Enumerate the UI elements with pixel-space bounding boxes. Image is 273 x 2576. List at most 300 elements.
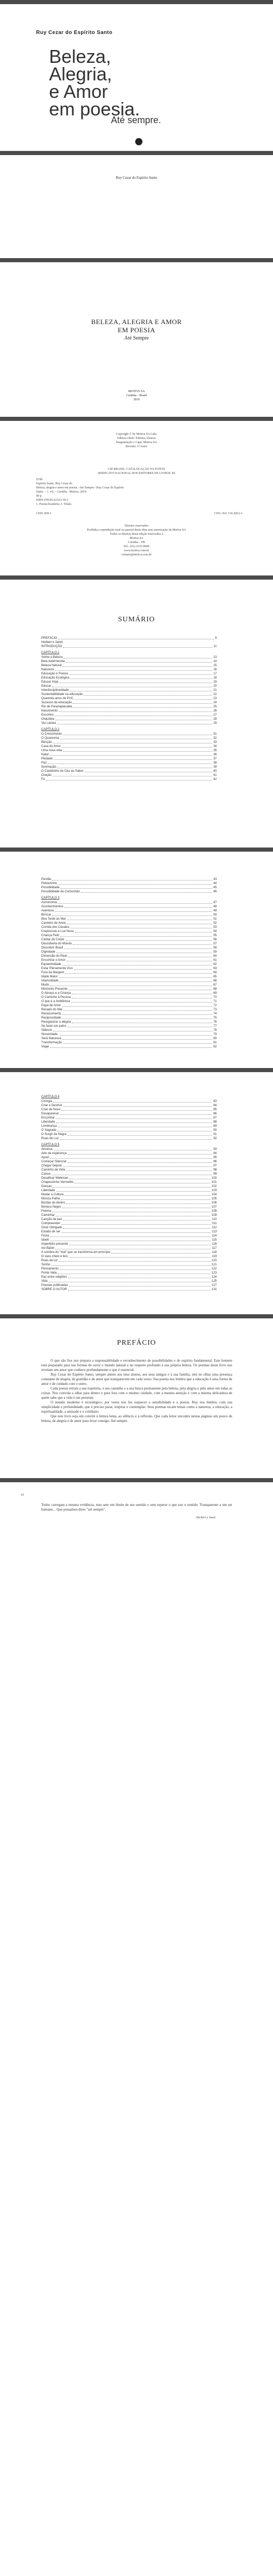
toc-entry[interactable] — [41, 744, 217, 749]
toc-entry-page: 99 — [213, 1173, 217, 1176]
toc-leader-dots — [50, 1238, 211, 1241]
toc-leader-dots — [84, 692, 212, 696]
toc-entry-title: Aventura — [41, 909, 54, 912]
toc-entry-title: Viajar — [41, 1045, 50, 1048]
toc-entry-title: A sombra do "mal" que se transforma em princípio — [41, 1251, 110, 1254]
toc-entry-title: O Sagrado — [41, 1129, 57, 1132]
toc-entry[interactable] — [41, 1217, 217, 1222]
toc-entry-title: Será Natureza — [41, 1037, 61, 1040]
toc-entry-title: Descobrir Brasil — [41, 946, 63, 950]
toc-entry-title: Quarenta anos de PUC — [41, 697, 74, 700]
toc-entry[interactable] — [41, 692, 217, 697]
toc-entry[interactable] — [41, 769, 217, 773]
toc-title: SUMÁRIO — [118, 616, 155, 623]
rights-line: Motiva SA — [130, 537, 143, 540]
toc-entry-page: 47 — [213, 901, 217, 904]
toc-entry-title: Fora da Margem — [41, 971, 65, 974]
toc-entry-page: 80 — [213, 1037, 217, 1040]
toc-leader-dots — [61, 1222, 211, 1225]
toc-leader-dots — [62, 1205, 211, 1208]
catalog-line: 1. Poesia brasileira. I. Título. — [36, 503, 72, 506]
toc-entry[interactable] — [41, 1024, 217, 1028]
toc-entry[interactable] — [41, 1012, 217, 1016]
toc-entry[interactable] — [41, 958, 217, 962]
toc-leader-dots — [62, 1004, 212, 1007]
toc-entry[interactable] — [41, 882, 217, 886]
toc-leader-dots — [50, 983, 212, 986]
toc-entry[interactable] — [41, 886, 217, 890]
toc-leader-dots — [66, 1201, 211, 1204]
toc-entry-title: Mudo — [41, 984, 50, 987]
toc-entry-page: 104 — [211, 1193, 217, 1196]
toc-entry-title: Danças — [41, 1185, 52, 1188]
toc-entry[interactable] — [41, 1242, 217, 1246]
toc-entry-title: Cirurgia — [41, 1100, 53, 1103]
toc-entry-title: O Castelinho do Céu ao Sabor — [41, 770, 84, 773]
toc-entry[interactable] — [41, 1275, 217, 1279]
toc-entry[interactable] — [41, 1287, 217, 1292]
toc-entry[interactable] — [41, 1226, 217, 1230]
toc-entry[interactable] — [41, 877, 217, 882]
toc-entry-page: 68 — [213, 988, 217, 991]
toc-entry-page: 98 — [213, 1168, 217, 1172]
toc-entry-title: Reorganizar a alegria — [41, 1021, 71, 1024]
toc-leader-dots — [63, 1164, 212, 1167]
toc-entry[interactable] — [41, 905, 217, 909]
toc-leader-dots — [53, 740, 212, 743]
copyright-line: Editora-chefe: Palmira Alencar — [117, 437, 156, 440]
toc-entry-page: 27 — [213, 714, 217, 717]
toc-leader-dots — [57, 765, 212, 768]
toc-entry-page: 124 — [211, 1276, 217, 1279]
toc-entry-title: Sonho — [41, 1263, 51, 1266]
toc-entry-page: 59 — [213, 951, 217, 954]
toc-entry-page: 35 — [213, 749, 217, 752]
toc-entry-title: Idade — [41, 1239, 50, 1242]
toc-entry[interactable] — [41, 705, 217, 709]
catalog-header — [0, 467, 273, 476]
toc-entry-title: Sustentabilidade na educação — [41, 693, 83, 696]
toc-entry-title: O Caminho à Pessoa — [41, 996, 71, 999]
toc-entry[interactable] — [41, 929, 217, 934]
toc-entry[interactable] — [41, 1124, 217, 1128]
toc-entry-page: 113 — [212, 1230, 217, 1233]
toc-entry[interactable] — [41, 909, 217, 913]
toc-entry[interactable] — [41, 1222, 217, 1226]
toc-entry[interactable] — [41, 1205, 217, 1209]
toc-entry-page: 32 — [213, 737, 217, 740]
toc-entry[interactable] — [41, 684, 217, 688]
toc-leader-dots — [72, 995, 212, 998]
toc-entry[interactable] — [41, 1164, 217, 1168]
toc-entry-title: O Crescimento — [41, 733, 62, 736]
toc-leader-dots — [64, 946, 212, 949]
toc-entry[interactable] — [41, 1028, 217, 1032]
toc-entry-page: 95 — [213, 1156, 217, 1159]
toc-entry[interactable] — [41, 1020, 217, 1024]
toc-entry[interactable] — [41, 664, 217, 668]
toc-leader-dots — [65, 905, 213, 908]
toc-leader-dots — [69, 987, 213, 990]
toc-entry[interactable] — [41, 995, 217, 999]
toc-entry-page: 9 — [215, 637, 217, 640]
toc-entry-page: 37 — [213, 757, 217, 760]
toc-leader-dots — [65, 1193, 211, 1196]
toc-entry[interactable] — [41, 946, 217, 950]
toc-leader-dots — [60, 736, 212, 739]
toc-entry[interactable] — [41, 697, 217, 701]
preface-paragraph: Cada poesia retrata a sua trajetória, o seu caminho e a sua busca permanente pela beleza, pela alegria e pelo amor em todas as coisas. Nos convida a olhar para dentro e para fora com o mesmo cuidado, com a mesma atenção e com a mesma delicadeza de quem sabe que a vida é um presente. — [41, 1386, 232, 1400]
toc-entry[interactable] — [41, 1209, 217, 1213]
toc-entry[interactable] — [41, 942, 217, 946]
toc-entry-title: Momento Presente — [41, 988, 68, 991]
toc-entry-title: Arte da esperança — [41, 1152, 67, 1155]
toc-entry-title: Sinceridade — [41, 1033, 58, 1036]
toc-entry[interactable] — [41, 913, 217, 917]
toc-entry[interactable] — [41, 701, 217, 705]
toc-entry-page: 120 — [211, 1259, 217, 1262]
toc-leader-dots — [62, 1016, 212, 1019]
toc-entry[interactable] — [41, 749, 217, 753]
toc-entry[interactable] — [41, 1283, 217, 1287]
toc-entry-page: 45 — [213, 886, 217, 889]
toc-entry-page: 19 — [213, 681, 217, 684]
toc-entry-title: Dizer Obrigado — [41, 1226, 62, 1229]
toc-entry[interactable] — [41, 1151, 217, 1156]
toc-entry[interactable] — [41, 717, 217, 721]
copyright-block — [0, 432, 273, 449]
toc-entry-title: Nascimento — [41, 709, 58, 713]
rights-line: contato@motiva.com.br — [121, 553, 152, 556]
toc-entry-title: Compreender — [41, 1222, 60, 1225]
toc-entry[interactable] — [41, 773, 217, 777]
toc-entry-title: Encontro — [41, 714, 54, 717]
toc-entry[interactable] — [41, 732, 217, 736]
toc-entry-page: 118 — [212, 1251, 217, 1254]
toc-entry[interactable] — [41, 901, 217, 905]
toc-entry-page: 15 — [213, 664, 217, 667]
toc-leader-dots — [73, 942, 212, 945]
toc-entry[interactable] — [41, 1099, 217, 1104]
toc-entry-title: PREFÁCIO — [41, 637, 57, 640]
toc-entry[interactable] — [41, 1147, 217, 1151]
toc-entry[interactable] — [41, 975, 217, 979]
toc-entry[interactable] — [41, 967, 217, 971]
toc-entry-page: 40 — [213, 770, 217, 773]
toc-entry-page: 61 — [213, 959, 217, 962]
rights-line: Curitiba – PR — [127, 541, 145, 544]
toc-entry-page: 57 — [213, 942, 217, 945]
quote-signature: Herbert e Janet — [196, 1516, 216, 1519]
page-number: 10 — [21, 1494, 24, 1497]
toc-entry[interactable] — [41, 709, 217, 713]
toc-leader-dots — [53, 1099, 212, 1103]
toc-leader-dots — [52, 913, 212, 916]
toc-entry-page: 74 — [213, 1012, 217, 1015]
title-line-1: BELEZA, ALEGRIA E AMOR — [91, 318, 182, 326]
toc-chapter-heading: CAPÍTULO 3 — [41, 896, 60, 900]
toc-entry[interactable] — [41, 983, 217, 987]
toc-entry-page: 16 — [213, 668, 217, 671]
toc-entry-page: 58 — [213, 946, 217, 950]
toc-entry[interactable] — [41, 1137, 217, 1141]
toc-entry[interactable] — [41, 1037, 217, 1041]
toc-entry-title: Caminho de Vida — [41, 1168, 65, 1172]
toc-entry[interactable] — [41, 1255, 217, 1259]
toc-entry-page: 127 — [211, 1284, 217, 1287]
toc-entry-title: Ponte Valiu — [41, 1272, 57, 1275]
toc-entry-title: Educação e Poesia — [41, 672, 68, 675]
catalog-line: Santo. – 1. ed. – Curitiba : Motiva, 2019. — [36, 490, 87, 494]
toc-entry-page: 87 — [213, 1116, 217, 1120]
toc-entry-page: 77 — [213, 1025, 217, 1028]
toc-leader-dots — [60, 1267, 211, 1270]
toc-entry-page: 83 — [213, 1100, 217, 1103]
toc-entry-page: 106 — [211, 1201, 217, 1205]
publication-year: 2019 — [133, 398, 140, 401]
toc-leader-dots — [67, 1024, 212, 1027]
toc-leader-dots — [55, 713, 212, 716]
toc-leader-dots — [63, 1041, 212, 1044]
toc-entry[interactable] — [41, 1008, 217, 1012]
toc-entry[interactable] — [41, 925, 217, 929]
toc-entry-title: Boa Tarde ao Mar — [41, 918, 66, 921]
toc-entry[interactable] — [41, 1120, 217, 1124]
toc-entry[interactable] — [41, 680, 217, 684]
toc-entry[interactable] — [41, 890, 217, 894]
toc-entry-title: Astronomia — [41, 901, 57, 904]
toc-entry[interactable] — [41, 1032, 217, 1037]
cover-subtitle: Até sempre. — [111, 115, 162, 125]
toc-entry[interactable] — [41, 921, 217, 925]
toc-entry-page: 86 — [213, 1112, 217, 1115]
catalog-entry — [36, 478, 243, 506]
toc-entry[interactable] — [41, 1250, 217, 1255]
toc-entry[interactable] — [41, 1104, 217, 1108]
toc-leader-dots — [74, 697, 212, 700]
toc-entry[interactable] — [41, 1213, 217, 1217]
toc-leader-dots — [53, 1028, 212, 1031]
toc-leader-dots — [59, 979, 212, 982]
toc-entry[interactable] — [41, 962, 217, 967]
toc-entry[interactable] — [41, 672, 217, 676]
toc-entry[interactable] — [41, 668, 217, 672]
toc-entry-page: 79 — [213, 1033, 217, 1036]
toc-entry[interactable] — [41, 1108, 217, 1112]
toc-leader-dots — [69, 1176, 211, 1179]
toc-entry[interactable] — [41, 688, 217, 692]
rights-line: Todos os direitos desta edição reservados à — [109, 533, 164, 536]
toc-entry-title: Reciprocidade — [41, 1016, 61, 1020]
toc-entry[interactable] — [41, 765, 217, 769]
toc-leader-dots — [69, 1242, 211, 1245]
catalog-header-line: CIP-BRASIL. CATALOGAÇÃO NA FONTE — [108, 468, 165, 471]
toc-entry[interactable] — [41, 1189, 217, 1193]
toc-entry-title: Boneco Negro — [41, 1206, 61, 1209]
toc-entry[interactable] — [41, 1234, 217, 1238]
toc-entry[interactable] — [41, 655, 217, 659]
toc-entry[interactable] — [41, 636, 217, 640]
toc-leader-dots — [60, 1137, 213, 1140]
toc-entry[interactable] — [41, 1128, 217, 1132]
toc-entry[interactable] — [41, 1176, 217, 1180]
toc-entry[interactable] — [41, 1259, 217, 1263]
toc-entry[interactable] — [41, 1045, 217, 1049]
toc-entry[interactable] — [41, 1112, 217, 1116]
toc-entry-page: 81 — [213, 1041, 217, 1044]
toc-entry[interactable] — [41, 1263, 217, 1267]
toc-entry-page: 25 — [213, 705, 217, 708]
toc-entry-title: Educar — [41, 685, 52, 688]
toc-leader-dots — [63, 1104, 213, 1107]
preface-paragraph: O que são fios nos prepara a responsabilidade e reconhecimento de possibilidades e do espírito fundamental. Este homem está preparado para nas formas de ouvir o mundo natural e no respeito profundo à sua própria beleza. Os poemas deste livro nos revelam um autor que conhece profundamente o que é essencial. — [41, 1359, 232, 1372]
catalog-line: Beleza, alegria e amor em poesia : Até Sempre / Ruy Cezar do Espírito — [36, 486, 124, 489]
toc-entry-title: Silêncio — [41, 1029, 53, 1032]
toc-entry-page: 62 — [213, 963, 217, 966]
quote-page — [0, 1482, 273, 2576]
toc-entry-title: Pensamento — [41, 1267, 59, 1270]
toc-entry-title: Bela Adormecida — [41, 660, 65, 663]
toc-entry-page: 52 — [213, 922, 217, 925]
toc-leader-dots — [58, 636, 214, 639]
toc-leader-dots — [59, 1032, 213, 1036]
title-line-2: EM POESIA — [118, 326, 155, 334]
toc-entry[interactable] — [41, 999, 217, 1004]
toc-leader-dots — [61, 1197, 211, 1200]
toc-entry-title: O vaso cheio e leio — [41, 1255, 68, 1258]
toc-entry[interactable] — [41, 1172, 217, 1176]
toc-entry-title: Encontrar — [41, 1116, 55, 1120]
toc-entry-page: 75 — [213, 1016, 217, 1020]
toc-entry-page: 29 — [213, 722, 217, 725]
toc-entry-page: 43 — [213, 878, 217, 881]
toc-entry[interactable] — [41, 1197, 217, 1201]
toc-entry[interactable] — [41, 1168, 217, 1172]
toc-entry[interactable] — [41, 1230, 217, 1234]
toc-entry[interactable] — [41, 645, 217, 649]
toc-entry[interactable] — [41, 987, 217, 991]
toc-leader-dots — [61, 1230, 211, 1233]
toc-chapter-heading: CAPÍTULO 5 — [41, 1143, 60, 1146]
toc-entry-title: Transformação — [41, 1041, 62, 1044]
toc-entry[interactable] — [41, 761, 217, 765]
toc-entry[interactable] — [41, 721, 217, 725]
toc-entry[interactable] — [41, 676, 217, 680]
toc-leader-dots — [62, 744, 212, 748]
toc-entry-title: Casa do Amor — [41, 745, 61, 748]
toc-leader-dots — [59, 709, 213, 712]
toc-entry-title: Ruas de luz — [41, 1259, 58, 1262]
toc-entry[interactable] — [41, 991, 217, 995]
rights-line: Direitos reservados — [124, 524, 149, 528]
toc-entry[interactable] — [41, 640, 217, 645]
toc-entry-page: 17 — [213, 672, 217, 675]
cover-author: Ruy Cezar do Espírito Santo — [36, 30, 113, 36]
toc-entry-page: 65 — [213, 975, 217, 978]
toc-leader-dots — [53, 773, 213, 776]
toc-leader-dots — [59, 680, 212, 683]
toc-entry-title: Se fazer um palco — [41, 1025, 67, 1028]
toc-entry-page: 90 — [213, 1129, 217, 1132]
toc-leader-dots — [55, 717, 212, 720]
toc-entry-page: 103 — [211, 1189, 217, 1192]
toc-entry-page: 73 — [213, 1008, 217, 1011]
toc-leader-dots — [70, 676, 212, 679]
toc-entry[interactable] — [41, 659, 217, 664]
toc-entry[interactable] — [41, 1184, 217, 1189]
toc-entry-page: 85 — [213, 1108, 217, 1111]
toc-entry-title: Bordas do dentro — [41, 1201, 66, 1205]
toc-entry-title: Pobrezinho — [41, 882, 57, 885]
toc-leader-dots — [73, 705, 212, 708]
toc-leader-dots — [54, 757, 212, 760]
toc-entry-page: 88 — [213, 1121, 217, 1124]
toc-entry[interactable] — [41, 1132, 217, 1137]
toc-entry[interactable] — [41, 736, 217, 740]
rights-block — [0, 524, 273, 557]
toc-entry[interactable] — [41, 950, 217, 954]
toc-entry[interactable] — [41, 713, 217, 717]
copyright-page — [0, 421, 273, 575]
toc-leader-dots — [67, 921, 212, 924]
toc-entry[interactable] — [41, 1160, 217, 1164]
toc-entry[interactable] — [41, 979, 217, 983]
toc-entry-page: 33 — [213, 741, 217, 744]
toc-entry[interactable] — [41, 1180, 217, 1184]
rights-line: www.motiva.com.br — [123, 549, 150, 552]
toc-entry[interactable] — [41, 954, 217, 958]
toc-entry[interactable] — [41, 938, 217, 942]
catalog-classification — [36, 512, 243, 516]
toc-leader-dots — [68, 1160, 212, 1163]
toc-entry[interactable] — [41, 1004, 217, 1008]
toc-entry[interactable] — [41, 1193, 217, 1197]
toc-entry-title: Oração — [41, 774, 52, 777]
toc-entry-page: 26 — [213, 709, 217, 713]
toc-entry-page: 13 — [213, 656, 217, 659]
toc-entry[interactable] — [41, 971, 217, 975]
toc-entry-title: Equanimidade — [41, 963, 61, 966]
toc-entry[interactable] — [41, 1201, 217, 1205]
toc-entry[interactable] — [41, 753, 217, 757]
toc-entry[interactable] — [41, 1267, 217, 1271]
toc-leader-dots — [68, 1287, 211, 1291]
toc-entry[interactable] — [41, 740, 217, 744]
toc-entry[interactable] — [41, 917, 217, 921]
toc-entry[interactable] — [41, 1279, 217, 1283]
toc-entry[interactable] — [41, 1271, 217, 1275]
toc-entry[interactable] — [41, 1116, 217, 1120]
toc-leader-dots — [74, 1180, 211, 1183]
toc-entry[interactable] — [41, 934, 217, 938]
toc-entry[interactable] — [41, 1246, 217, 1250]
toc-entry[interactable] — [41, 1041, 217, 1045]
toc-entry-title: Encontrar o Amor — [41, 959, 66, 962]
toc-leader-dots — [72, 1020, 212, 1023]
toc-chapter-heading: CAPÍTULO 2 — [41, 728, 60, 731]
toc-entry[interactable] — [41, 777, 217, 782]
toc-entry[interactable] — [41, 1016, 217, 1020]
toc-entry-title: Beleza Natural — [41, 664, 62, 667]
toc-leader-dots — [56, 950, 212, 953]
toc-entry[interactable] — [41, 757, 217, 761]
copyright-line: Diagramação e Capa: Motiva SA — [116, 441, 157, 444]
cover-title-line: em poesia. — [49, 98, 140, 120]
toc-leader-dots — [67, 917, 213, 920]
toc-entry[interactable] — [41, 1238, 217, 1242]
toc-entry[interactable] — [41, 1156, 217, 1160]
toc-entry-title: Interdisciplinaridade — [41, 689, 69, 692]
